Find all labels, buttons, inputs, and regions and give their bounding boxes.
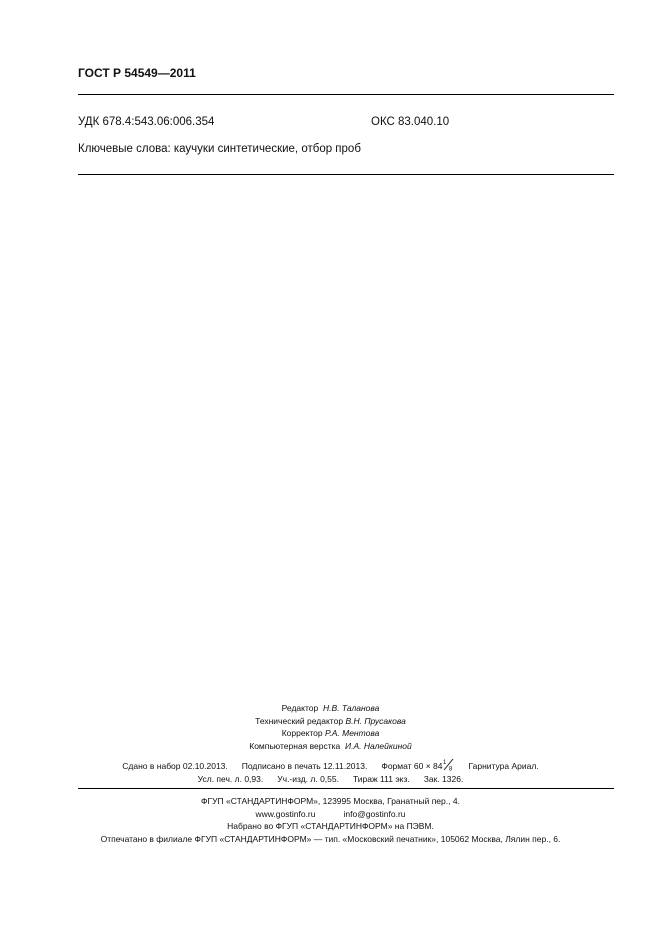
imprint-block <box>0 760 661 785</box>
publisher-sheets: Уч.-изд. л. 0,55. <box>277 773 339 784</box>
publisher-contacts <box>0 808 661 821</box>
bottom-rule <box>78 174 614 175</box>
paper-format: Формат 60 × 84 <box>381 761 443 771</box>
editor-label: Редактор <box>281 703 319 713</box>
layout-label: Компьютерная верстка <box>249 740 341 751</box>
publisher-block <box>0 795 661 845</box>
imprint-divider <box>78 788 614 789</box>
submitted-date: Сдано в набор 02.10.2013. <box>122 761 228 771</box>
tech-editor-name: В.Н. Прусакова <box>345 715 406 726</box>
typeface: Гарнитура Ариал. <box>468 761 539 771</box>
top-rule <box>78 94 614 95</box>
website-link[interactable]: www.gostinfo.ru <box>255 808 316 819</box>
imprint-line-1 <box>0 760 661 773</box>
email-link[interactable]: info@gostinfo.ru <box>343 808 406 819</box>
printed-sheets: Усл. печ. л. 0,93. <box>197 773 264 784</box>
keywords: Ключевые слова: каучуки синтетические, отбор проб <box>78 143 361 155</box>
signed-date: Подписано в печать 12.11.2013. <box>241 761 368 771</box>
svg-text:1: 1 <box>442 760 446 766</box>
order-number: Зак. 1326. <box>423 773 464 784</box>
standard-code: ГОСТ Р 54549—2011 <box>78 66 196 80</box>
editor-name: Н.В. Таланова <box>322 703 380 713</box>
typeset-note: Набрано во ФГУП «СТАНДАРТИНФОРМ» на ПЭВМ. <box>227 821 434 831</box>
editor-line <box>0 702 661 715</box>
layout-name: И.А. Налейкиной <box>345 740 412 751</box>
credits-block <box>0 702 661 752</box>
tech-editor-label: Технический редактор <box>255 715 344 726</box>
proofreader-line <box>0 727 661 740</box>
circulation: Тираж 111 экз. <box>352 773 410 784</box>
udk-code: УДК 678.4:543.06:006.354 <box>78 116 215 128</box>
imprint-line-2 <box>0 773 661 786</box>
fraction-eighth-icon <box>443 760 455 770</box>
tech-editor-line <box>0 715 661 728</box>
layout-line <box>0 740 661 753</box>
publisher-address: ФГУП «СТАНДАРТИНФОРМ», 123995 Москва, Гранатный пер., 4. <box>201 796 460 806</box>
svg-text:8: 8 <box>448 766 452 771</box>
oks-code: ОКС 83.040.10 <box>371 116 450 128</box>
proofreader-name: Р.А. Ментова <box>325 728 380 738</box>
proofreader-label: Корректор <box>281 728 323 738</box>
printed-at-note: Отпечатано в филиале ФГУП «СТАНДАРТИНФОРМ» — тип. «Московский печатник», 105062 Москва, Лялин пер., 6. <box>100 833 561 844</box>
